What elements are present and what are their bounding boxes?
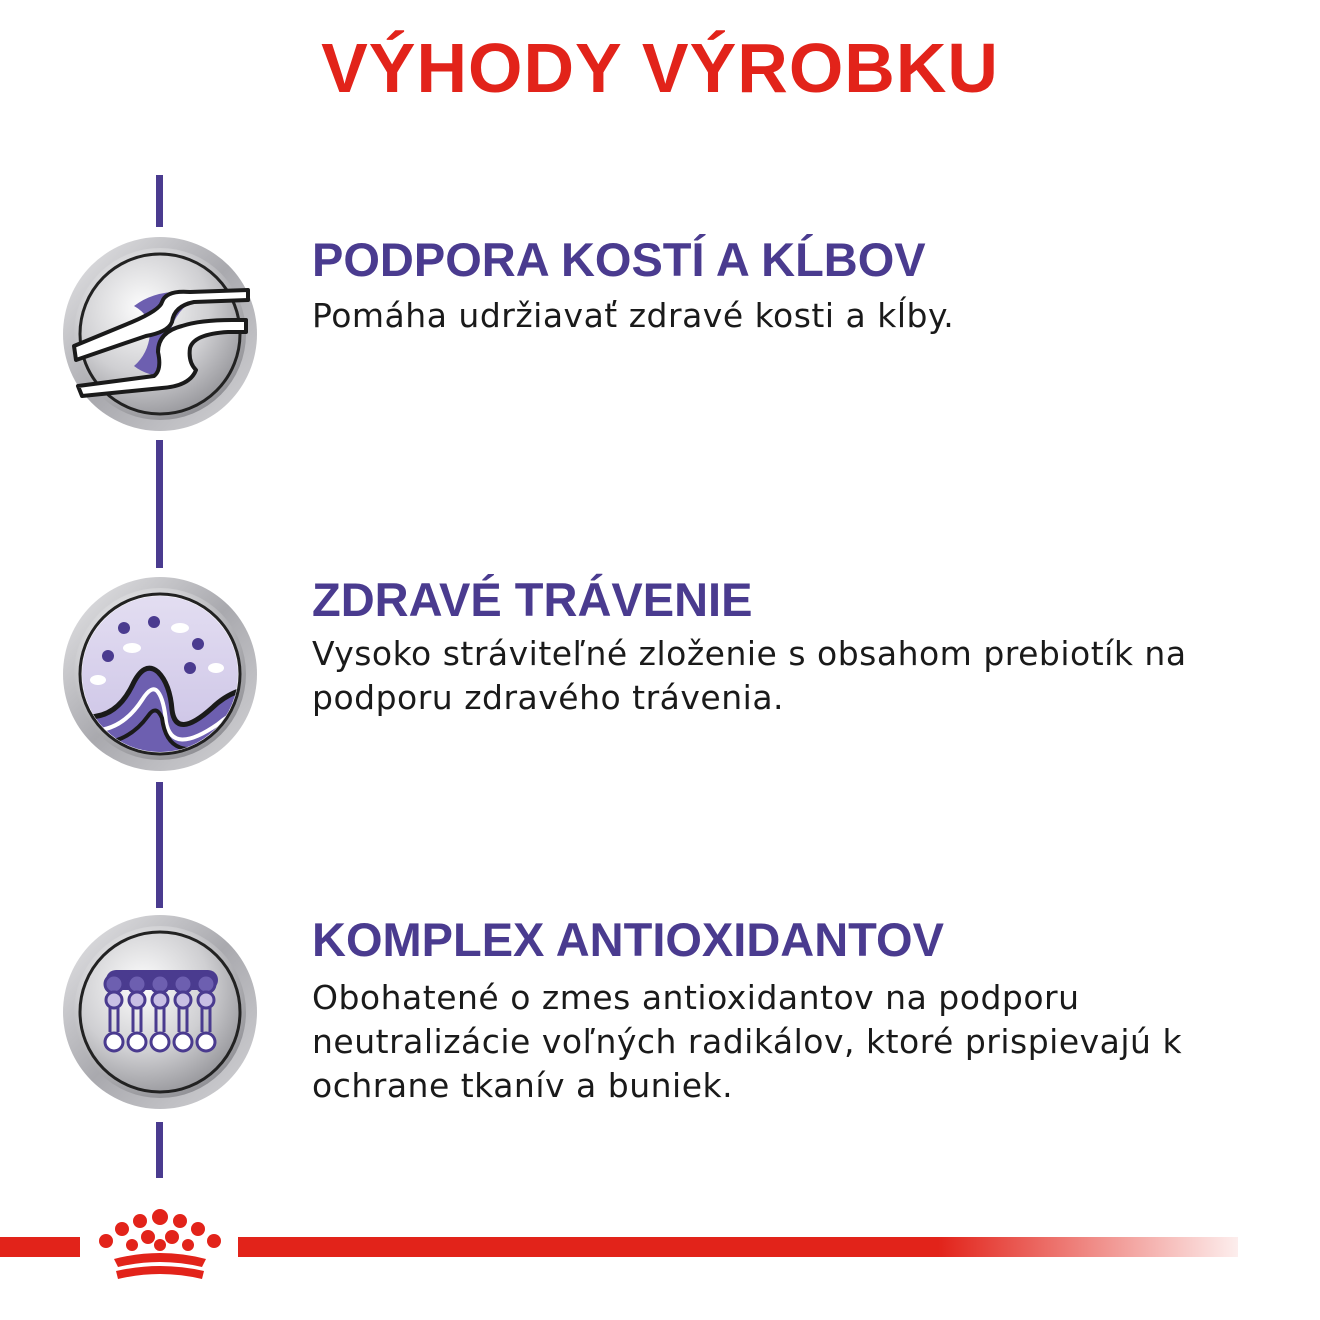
joint-icon xyxy=(62,236,258,432)
footer-divider xyxy=(0,1237,80,1257)
timeline-line xyxy=(156,1122,163,1178)
timeline-line xyxy=(156,440,163,568)
timeline-line xyxy=(156,175,163,227)
benefit-description: Obohatené o zmes antioxidantov na podporu neutralizácie voľných radikálov, ktoré prispievajú k ochrane tkanív a buniek. xyxy=(312,978,1183,1105)
benefit-description: Vysoko stráviteľné zloženie s obsahom prebiotík na podporu zdravého trávenia. xyxy=(312,634,1187,717)
cell-membrane-icon xyxy=(62,914,258,1110)
benefit-heading: ZDRAVÉ TRÁVENIE xyxy=(312,573,753,626)
footer-divider xyxy=(238,1237,1238,1257)
benefit-description: Pomáha udržiavať zdravé kosti a kĺby. xyxy=(312,296,955,335)
benefit-heading: KOMPLEX ANTIOXIDANTOV xyxy=(312,913,944,966)
benefit-heading: PODPORA KOSTÍ A KĹBOV xyxy=(312,233,926,286)
page-title: VÝHODY VÝROBKU xyxy=(321,29,999,107)
crown-icon xyxy=(92,1207,228,1283)
digestion-icon xyxy=(62,576,258,772)
timeline-line xyxy=(156,782,163,908)
